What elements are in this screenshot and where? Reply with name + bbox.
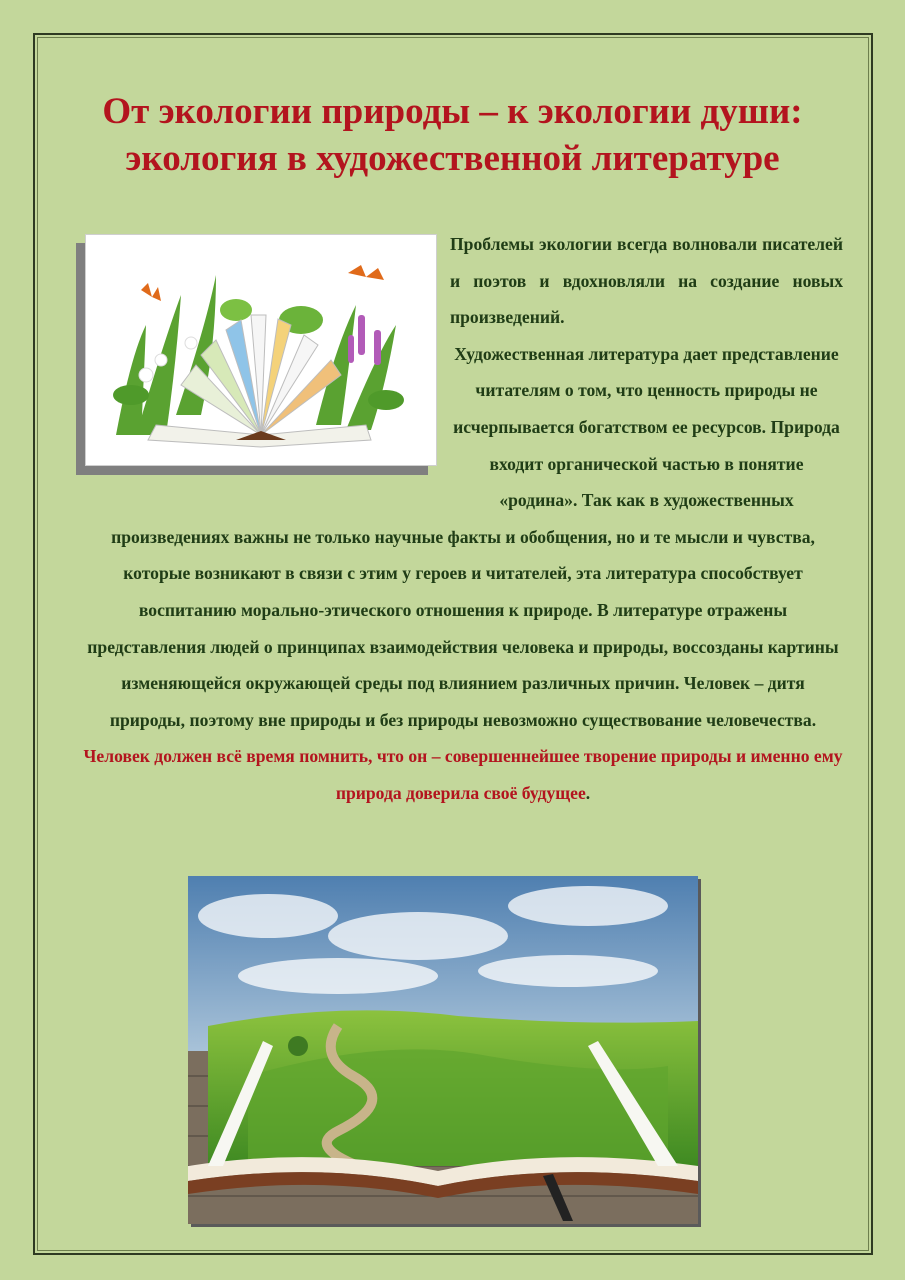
highlight-text: Человек должен всё время помнить, что он – совершеннейшее творение природы и именно ему природа доверила своё будущее <box>83 746 843 803</box>
title-line-1: От экологии природы – к экологии души: <box>102 91 803 132</box>
title-line-2: экология в художественной литературе <box>125 138 780 179</box>
article-text <box>83 226 843 812</box>
end-punctuation: . <box>585 782 591 803</box>
intro-paragraph: Проблемы экологии всегда волновали писателей и поэтов и вдохновляли на создание новых произведений. <box>450 234 843 328</box>
landscape-book-image <box>188 876 698 1224</box>
main-paragraph-text: Художественная литература дает представление читателям о том, что ценность природы не исчерпывается богатством ее ресурсов. Природа входит органической частью в понятие «родина». Так как в художественных произведениях важны не только научные факты и обобщения, но и те мысли и чувства, которые возникают в связи с этим у героев и читателей, эта литература способствует воспитанию морально-этического отношения к природе. В литературе отражены представления людей о принципах взаимодействия человека и природы, воссозданы картины изменяющейся окружающей среды под влиянием различных причин. Человек – дитя природы, поэтому вне природы и без природы невозможно существование человечества. <box>87 343 840 730</box>
page-title <box>40 88 865 182</box>
image-wrap-space <box>83 226 450 484</box>
